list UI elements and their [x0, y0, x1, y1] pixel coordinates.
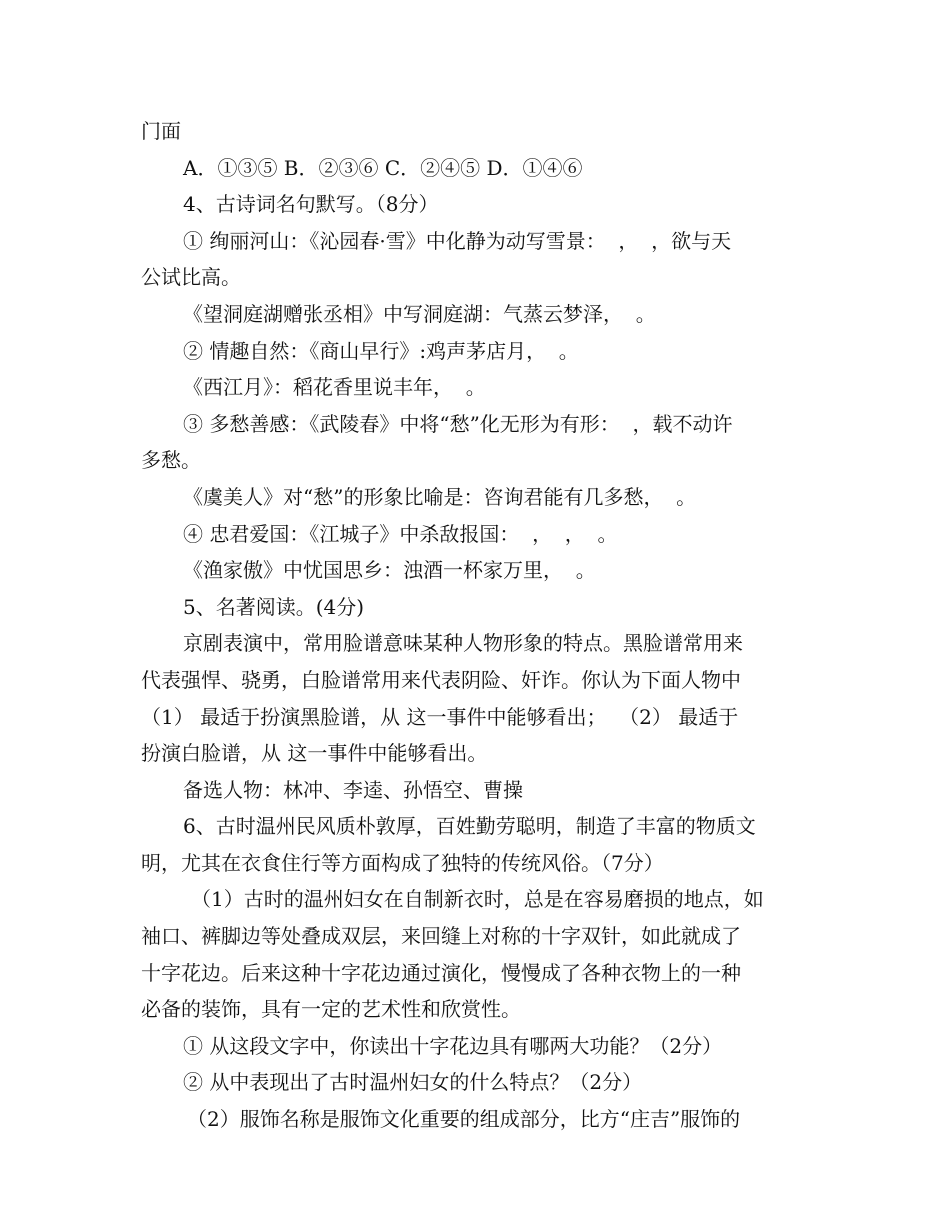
text-line: 明，尤其在衣食住行等方面构成了独特的传统风俗。（7分） [141, 850, 664, 875]
text-line: ② 从中表现出了古时温州妇女的什么特点？（2分） [183, 1070, 643, 1095]
choice-options: A．①③⑤ B．②③⑥ C．②④⑤ D．①④⑥ [183, 155, 583, 180]
document-body [141, 113, 811, 1138]
text-line: 备选人物：林冲、李逵、孙悟空、曹操 [183, 777, 523, 802]
text-line: 京剧表演中，常用脸谱意味某种人物形象的特点。黑脸谱常用来 [183, 631, 743, 656]
question-6-heading: 6、古时温州民风质朴敦厚，百姓勤劳聪明，制造了丰富的物质文 [183, 814, 756, 839]
text-line: 公试比高。 [141, 265, 241, 290]
text-line: ① 绚丽河山：《沁园春·雪》中化静为动写雪景： ， ，欲与天 [183, 228, 732, 253]
question-4-heading: 4、古诗词名句默写。（8分） [183, 192, 439, 217]
text-line: ③ 多愁善感：《武陵春》中将“愁”化无形为有形： ，载不动许 [183, 411, 733, 436]
text-line: 门面 [141, 119, 181, 143]
text-line: （2）服饰名称是服饰文化重要的组成部分，比方“庄吉”服饰的 [187, 1107, 741, 1132]
text-line: 《虞美人》对“愁”的形象比喻是：咨询君能有几多愁， 。 [183, 484, 697, 509]
text-line: ④ 忠君爱国：《江城子》中杀敌报国： ， ， 。 [183, 521, 618, 546]
text-line: 必备的装饰，具有一定的艺术性和欣赏性。 [141, 997, 521, 1022]
text-line: 扮演白脸谱，从 这一事件中能够看出。 [141, 741, 488, 766]
text-line: 《望洞庭湖赠张丞相》中写洞庭湖：气蒸云梦泽， 。 [183, 301, 656, 326]
text-line: （1） 最适于扮演黑脸谱，从 这一事件中能够看出； （2） 最适于 [141, 704, 739, 729]
text-line: ② 情趣自然：《商山早行》:鸡声茅店月， 。 [183, 338, 579, 363]
text-line: 《西江月》：稻花香里说丰年， 。 [183, 375, 486, 400]
text-line: 多愁。 [141, 448, 201, 473]
text-line: 袖口、裤脚边等处叠成双层，来回缝上对称的十字双针，如此就成了 [141, 924, 741, 949]
text-line: 代表强悍、骁勇，白脸谱常用来代表阴险、奸诈。你认为下面人物中 [141, 667, 741, 692]
text-line: 《渔家傲》中忧国思乡：浊酒一杯家万里， 。 [183, 558, 596, 583]
question-5-heading: 5、名著阅读。(4分) [183, 594, 365, 619]
text-line: 十字花边。后来这种十字花边通过演化，慢慢成了各种衣物上的一种 [141, 960, 741, 985]
text-line: ① 从这段文字中，你读出十字花边具有哪两大功能？（2分） [183, 1033, 723, 1058]
text-line: （1）古时的温州妇女在自制新衣时，总是在容易磨损的地点，如 [191, 887, 764, 912]
